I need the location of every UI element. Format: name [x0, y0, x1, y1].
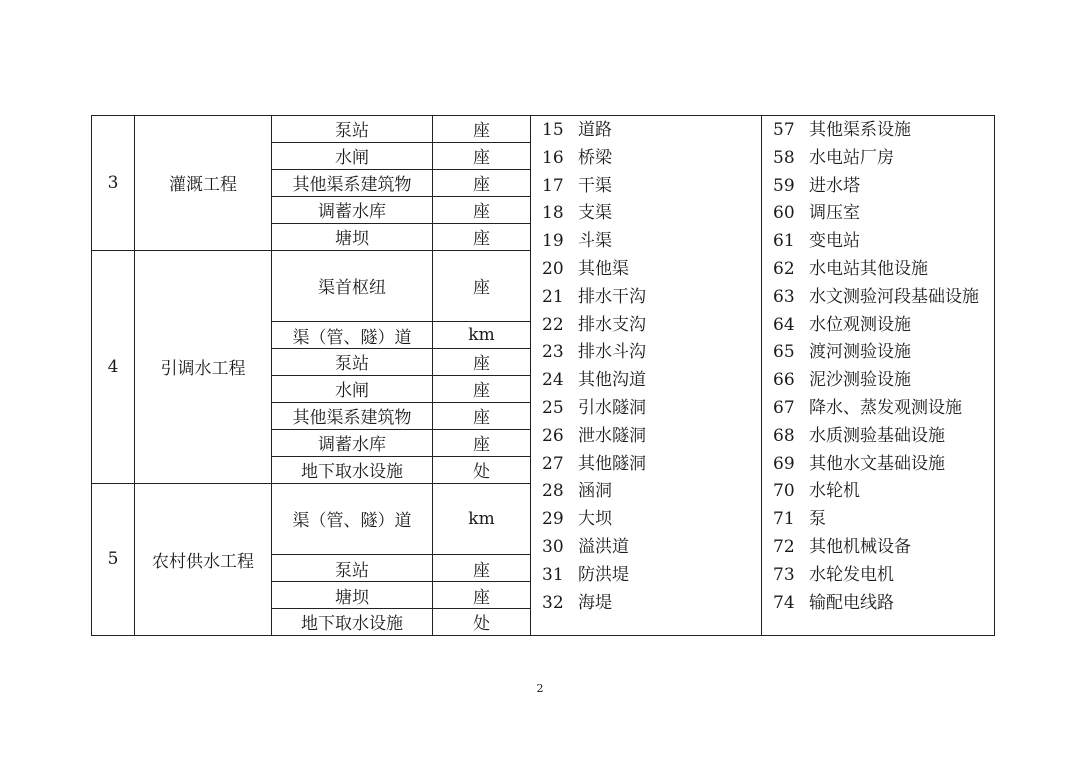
facility-name: 地下取水设施 [272, 608, 433, 635]
list-item [773, 312, 994, 340]
list-item [773, 200, 994, 228]
list-item-label: 溢洪道 [578, 536, 629, 557]
list-item-number: 68 [773, 425, 795, 446]
list-item [773, 228, 994, 256]
facility-name: 泵站 [272, 116, 433, 143]
list-item-number: 15 [542, 120, 564, 140]
group-category: 灌溉工程 [135, 116, 272, 251]
list-item-label: 水轮机 [809, 481, 860, 502]
facility-name: 渠（管、隧）道 [272, 483, 433, 555]
list-item-label: 海堤 [578, 592, 612, 613]
facility-name: 泵站 [272, 349, 433, 376]
list-item-number: 60 [773, 203, 795, 224]
list-item-number: 29 [542, 509, 564, 530]
list-item [773, 367, 994, 395]
list-item-number: 16 [542, 147, 564, 168]
facility-unit: km [433, 322, 531, 349]
facility-unit: 处 [433, 456, 531, 483]
facility-unit: 座 [433, 402, 531, 429]
facility-name: 调蓄水库 [272, 429, 433, 456]
list-item-label: 泥沙测验设施 [809, 370, 911, 391]
list-item-number: 30 [542, 536, 564, 557]
list-item-label: 水电站厂房 [809, 147, 894, 168]
list-item-number: 32 [542, 592, 564, 613]
list-item-label: 降水、蒸发观测设施 [809, 397, 962, 418]
list-item [542, 117, 761, 145]
list-item-number: 65 [773, 342, 795, 363]
list-item [773, 534, 994, 562]
list-item-label: 防洪堤 [578, 564, 629, 585]
facility-name: 其他渠系建筑物 [272, 169, 433, 196]
list-item-number: 24 [542, 370, 564, 391]
facility-name: 渠（管、隧）道 [272, 322, 433, 349]
facility-unit: 座 [433, 582, 531, 609]
facility-unit: 座 [433, 142, 531, 169]
list-item-label: 调压室 [809, 203, 860, 224]
list-item [542, 256, 761, 284]
list-item [542, 451, 761, 479]
list-item-number: 61 [773, 231, 795, 252]
group-category: 引调水工程 [135, 250, 272, 483]
list-item [542, 200, 761, 228]
list-item-label: 排水干沟 [578, 286, 646, 307]
list-item-number: 59 [773, 175, 795, 196]
page-number: 2 [536, 682, 544, 695]
list-item-label: 水文测验河段基础设施 [809, 286, 979, 307]
list-item [542, 312, 761, 340]
list-item-number: 17 [542, 175, 564, 196]
list-item-label: 水质测验基础设施 [809, 425, 945, 446]
facility-name: 塘坝 [272, 582, 433, 609]
list-item-number: 21 [542, 286, 564, 307]
facility-name: 塘坝 [272, 223, 433, 250]
list-item [773, 506, 994, 534]
facility-unit: km [433, 483, 531, 555]
list-item-number: 71 [773, 509, 795, 530]
list-item-number: 19 [542, 231, 564, 252]
list-item [542, 395, 761, 423]
facility-unit: 座 [433, 375, 531, 402]
list-item [542, 478, 761, 506]
list-item-number: 25 [542, 397, 564, 418]
list-item-number: 26 [542, 425, 564, 446]
list-item [542, 145, 761, 173]
list-item-label: 其他渠系设施 [809, 120, 911, 140]
facility-unit: 座 [433, 250, 531, 322]
facility-unit: 座 [433, 555, 531, 582]
facility-name: 泵站 [272, 555, 433, 582]
list-item-number: 70 [773, 481, 795, 502]
list-item-number: 58 [773, 147, 795, 168]
list-item-number: 27 [542, 453, 564, 474]
list-item-label: 进水塔 [809, 175, 860, 196]
group-number: 4 [92, 250, 135, 483]
list-item-number: 20 [542, 258, 564, 279]
list-item [542, 228, 761, 256]
list-item-number: 28 [542, 481, 564, 502]
list-item-number: 62 [773, 258, 795, 279]
list-item [773, 117, 994, 145]
list-item [542, 173, 761, 201]
list-item [773, 256, 994, 284]
facility-name: 其他渠系建筑物 [272, 402, 433, 429]
list-item [773, 451, 994, 479]
facility-unit: 座 [433, 196, 531, 223]
facility-table [91, 115, 995, 636]
list-item [542, 562, 761, 590]
facility-unit: 座 [433, 223, 531, 250]
table-row [92, 116, 995, 143]
list-item-number: 72 [773, 536, 795, 557]
list-item-label: 输配电线路 [809, 592, 894, 613]
list-item-number: 22 [542, 314, 564, 335]
list-item [542, 367, 761, 395]
list-item [773, 339, 994, 367]
list-item-number: 73 [773, 564, 795, 585]
list-item [542, 506, 761, 534]
group-category: 农村供水工程 [135, 483, 272, 635]
facility-table-body [92, 116, 995, 636]
list-item [542, 339, 761, 367]
list-item-label: 干渠 [578, 175, 612, 196]
list-item-number: 18 [542, 203, 564, 224]
list-item [542, 284, 761, 312]
facility-name: 地下取水设施 [272, 456, 433, 483]
list-item-label: 其他渠 [578, 258, 629, 279]
list-item [773, 423, 994, 451]
list-item-label: 水位观测设施 [809, 314, 911, 335]
list-item [773, 395, 994, 423]
list-item [542, 423, 761, 451]
list-item-label: 斗渠 [578, 231, 612, 252]
list-item-label: 桥梁 [578, 147, 612, 168]
list-item-label: 渡河测验设施 [809, 342, 911, 363]
facility-unit: 座 [433, 429, 531, 456]
list-item-label: 其他水文基础设施 [809, 453, 945, 474]
group-number: 3 [92, 116, 135, 251]
list-item [773, 590, 994, 618]
list-item-label: 排水斗沟 [578, 342, 646, 363]
list-item-label: 引水隧洞 [578, 397, 646, 418]
facility-unit: 座 [433, 116, 531, 143]
list-item-label: 涵洞 [578, 481, 612, 502]
list-item [773, 478, 994, 506]
list-item [773, 145, 994, 173]
list-item [773, 284, 994, 312]
facility-unit: 处 [433, 608, 531, 635]
list-item-label: 其他机械设备 [809, 536, 911, 557]
code-list-left [531, 116, 762, 636]
list-item [773, 562, 994, 590]
list-item-label: 水轮发电机 [809, 564, 894, 585]
facility-name: 水闸 [272, 142, 433, 169]
list-item-label: 排水支沟 [578, 314, 646, 335]
facility-unit: 座 [433, 349, 531, 376]
list-item-label: 泵 [809, 509, 826, 530]
facility-unit: 座 [433, 169, 531, 196]
list-item-number: 67 [773, 397, 795, 418]
code-list-right [762, 116, 995, 636]
list-item [542, 534, 761, 562]
group-number: 5 [92, 483, 135, 635]
list-item-number: 74 [773, 592, 795, 613]
list-item-label: 变电站 [809, 231, 860, 252]
facility-name: 水闸 [272, 375, 433, 402]
list-item-label: 其他沟道 [578, 370, 646, 391]
list-item-number: 31 [542, 564, 564, 585]
list-item-number: 23 [542, 342, 564, 363]
list-item-label: 支渠 [578, 203, 612, 224]
list-item [773, 173, 994, 201]
list-item-number: 63 [773, 286, 795, 307]
list-item-label: 大坝 [578, 509, 612, 530]
list-item-label: 道路 [578, 120, 612, 140]
list-item-number: 64 [773, 314, 795, 335]
list-item-label: 其他隧洞 [578, 453, 646, 474]
facility-name: 调蓄水库 [272, 196, 433, 223]
list-item-number: 69 [773, 453, 795, 474]
list-item-number: 66 [773, 370, 795, 391]
facility-name: 渠首枢纽 [272, 250, 433, 322]
list-item [542, 590, 761, 618]
list-item-number: 57 [773, 120, 795, 140]
list-item-label: 泄水隧洞 [578, 425, 646, 446]
list-item-label: 水电站其他设施 [809, 258, 928, 279]
